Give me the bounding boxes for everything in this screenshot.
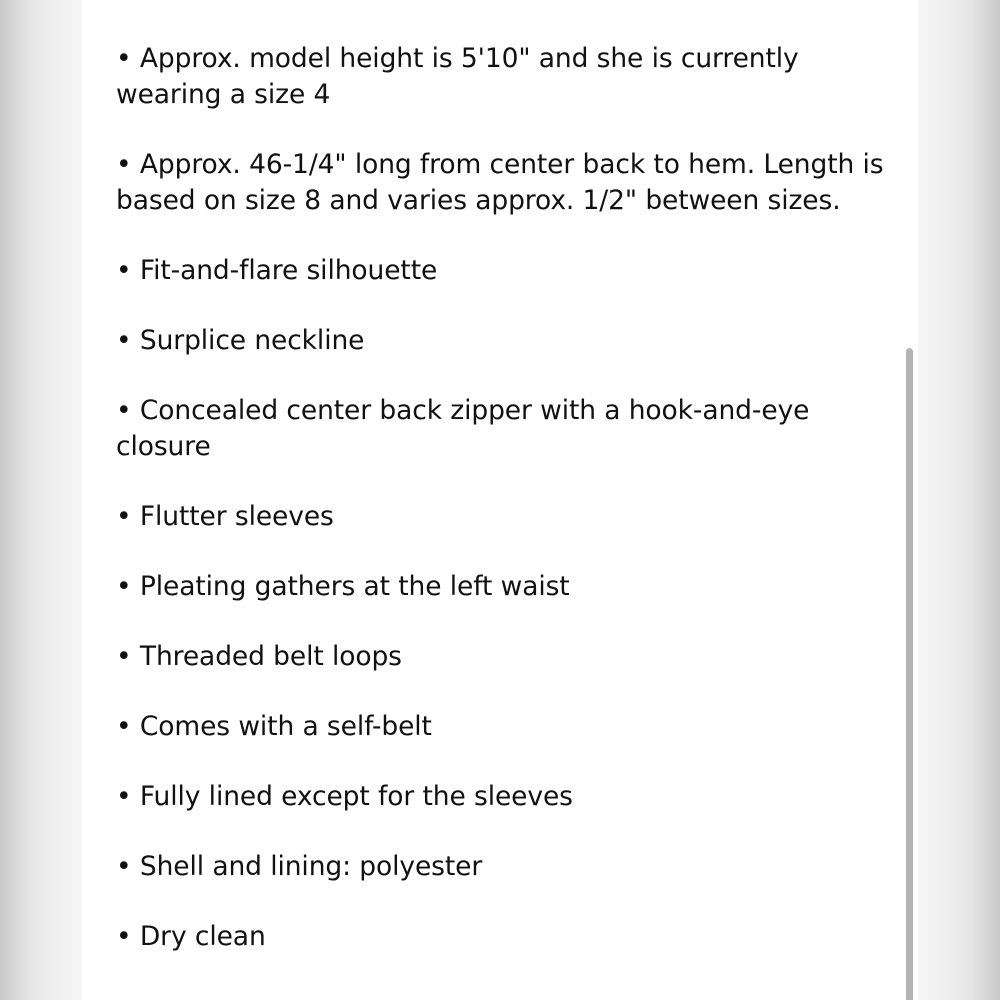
- detail-text: Approx. 46-1/4" long from center back to hem. Length is based on size 8 and varies approx. 1/2" between sizes.: [116, 149, 884, 216]
- detail-neckline: [116, 323, 896, 359]
- detail-material: [116, 849, 896, 885]
- bullet-icon: •: [116, 149, 132, 180]
- bullet-icon: •: [116, 325, 132, 356]
- bullet-icon: •: [116, 43, 132, 74]
- detail-text: Approx. model height is 5'10" and she is currently wearing a size 4: [116, 43, 799, 110]
- detail-lining: [116, 779, 896, 815]
- bullet-icon: •: [116, 641, 132, 672]
- bullet-icon: •: [116, 501, 132, 532]
- detail-text: Concealed center back zipper with a hook-and-eye closure: [116, 395, 810, 462]
- detail-text: Fit-and-flare silhouette: [139, 255, 438, 286]
- detail-text: Fully lined except for the sleeves: [139, 781, 573, 812]
- bullet-icon: •: [116, 781, 132, 812]
- details-list: [116, 41, 896, 989]
- bullet-icon: •: [116, 851, 132, 882]
- detail-length: [116, 147, 896, 219]
- detail-text: Surplice neckline: [139, 325, 365, 356]
- detail-care: [116, 919, 896, 955]
- bullet-icon: •: [116, 711, 132, 742]
- detail-text: Threaded belt loops: [139, 641, 402, 672]
- bullet-icon: •: [116, 571, 132, 602]
- detail-text: Shell and lining: polyester: [139, 851, 483, 882]
- detail-text: Flutter sleeves: [139, 501, 334, 532]
- detail-text: Comes with a self-belt: [139, 711, 432, 742]
- detail-closure: [116, 393, 896, 465]
- detail-text: Dry clean: [139, 921, 266, 952]
- detail-self-belt: [116, 709, 896, 745]
- product-details-panel: [82, 0, 918, 1000]
- bullet-icon: •: [116, 395, 132, 426]
- bullet-icon: •: [116, 921, 132, 952]
- detail-belt-loops: [116, 639, 896, 675]
- detail-text: Pleating gathers at the left waist: [139, 571, 570, 602]
- bullet-icon: •: [116, 255, 132, 286]
- detail-sleeves: [116, 499, 896, 535]
- detail-silhouette: [116, 253, 896, 289]
- detail-pleating: [116, 569, 896, 605]
- vertical-scrollbar[interactable]: [906, 348, 913, 1000]
- detail-model-height: [116, 41, 896, 113]
